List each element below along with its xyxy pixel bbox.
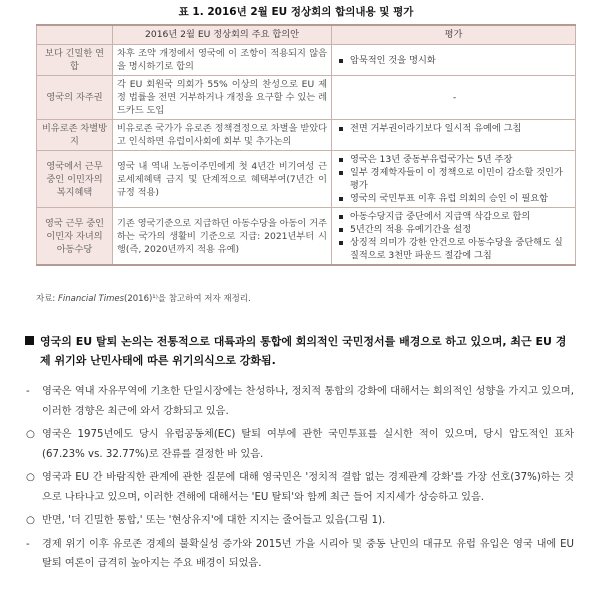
row-category: 비유로존 차별방지 <box>37 120 113 151</box>
table-row <box>37 76 576 120</box>
row-category: 영국의 자주권 <box>37 76 113 120</box>
row-content: 각 EU 회원국 의회가 55% 이상의 찬성으로 EU 제정 법률을 전면 거부하거나 개정을 요구할 수 있는 레드카드 도입 <box>113 76 332 120</box>
item-marker: ○ <box>26 429 35 440</box>
evaluation-bullet: 5년간의 적용 유예기간을 설정 <box>338 223 571 236</box>
square-bullet-icon <box>25 336 34 345</box>
row-evaluation <box>332 120 576 151</box>
item-text: 영국은 1975년에도 당시 유럽공동체(EC) 탈퇴 여부에 관한 국민투표를 실시한 적이 있으며, 당시 압도적인 표차(67.23% vs. 32.77%)로 잔류를 결정한 바 있음. <box>42 429 574 460</box>
header-agreement: 2016년 2월 EU 정상회의 주요 합의안 <box>113 25 332 45</box>
row-content: 비유로존 국가가 유로존 정책결정으로 차별을 받았다고 인식하면 유럽이사회에 회부 및 추가논의 <box>113 120 332 151</box>
row-evaluation <box>332 151 576 208</box>
source-publication: Financial Times <box>58 294 125 304</box>
header-evaluation: 평가 <box>332 25 576 45</box>
lead-paragraph <box>22 332 574 370</box>
list-item <box>22 468 574 507</box>
evaluation-bullet: 아동수당지급 중단에서 지급액 삭감으로 합의 <box>338 210 571 223</box>
row-content: 영국 내 역내 노동이주민에게 첫 4년간 비기여성 근로세제혜택 금지 및 단계적으로 혜택부여(7년간 이 규정 적용) <box>113 151 332 208</box>
table-row <box>37 120 576 151</box>
table-source-note <box>36 292 251 304</box>
list-item <box>22 535 574 574</box>
item-marker: - <box>26 386 30 397</box>
agreement-table <box>36 24 576 266</box>
item-marker: ○ <box>26 515 35 526</box>
row-content: 기존 영국기준으로 지급하던 아동수당을 아동이 거주하는 국가의 생활비 기준으로 지급: 2021년부터 시행(즉, 2020년까지 적용 유예) <box>113 208 332 266</box>
source-prefix: 자료: <box>36 294 58 304</box>
table-row <box>37 208 576 266</box>
header-empty-cell <box>37 25 113 45</box>
body-text <box>22 332 574 578</box>
item-text: 영국은 역내 자유무역에 기초한 단일시장에는 찬성하나, 정치적 통합의 강화에 대해서는 회의적인 성향을 가지고 있으며, 이러한 경향은 최근에 와서 강화되고 있음. <box>42 386 574 417</box>
row-evaluation: - <box>332 76 576 120</box>
table-row <box>37 45 576 76</box>
item-marker: - <box>26 538 30 550</box>
row-evaluation <box>332 45 576 76</box>
row-category: 보다 긴밀한 연합 <box>37 45 113 76</box>
item-text: 경제 위기 이후 유로존 경제의 불확실성 증가와 2015년 가을 시리아 및 중동 난민의 대규모 유럽 유입은 영국 내에 EU 탈퇴 여론이 급격히 높아지는 주요 배경이 되었음. <box>42 538 574 569</box>
table-header-row <box>37 25 576 45</box>
list-item <box>22 382 574 421</box>
row-evaluation <box>332 208 576 266</box>
row-category: 영국 근무 중인 이민자 자녀의 아동수당 <box>37 208 113 266</box>
source-suffix: (2016)¹⁾을 참고하여 저자 재정리. <box>124 294 251 304</box>
row-category: 영국에서 근무 중인 이민자의 복지혜택 <box>37 151 113 208</box>
evaluation-bullet: 영국은 13년 중동부유럽국가는 5년 주장 <box>338 153 571 166</box>
evaluation-bullet: 영국의 국민투표 이후 유럽 의회의 승인 이 필요함 <box>338 192 571 205</box>
evaluation-bullet: 암묵적인 것을 명시화 <box>338 54 571 67</box>
row-content: 차후 조약 개정에서 영국에 이 조항이 적용되지 않음을 명시하기로 합의 <box>113 45 332 76</box>
list-item <box>22 511 574 531</box>
lead-text: 영국의 EU 탈퇴 논의는 전통적으로 대륙과의 통합에 회의적인 국민정서를 배경으로 하고 있으며, 최근 EU 경제 위기와 난민사태에 따른 위기의식으로 강화됨. <box>40 335 567 367</box>
item-text: 반면, '더 긴밀한 통합,' 또는 '현상유지'에 대한 지지는 줄어들고 있음(그림 1). <box>42 515 386 526</box>
evaluation-bullet: 상징적 의미가 강한 안건으로 아동수당을 중단해도 실질적으로 3천만 파운드 절감에 그침 <box>338 236 571 262</box>
table-title: 표 1. 2016년 2월 EU 정상회의 합의내용 및 평가 <box>178 6 414 18</box>
list-item <box>22 425 574 464</box>
table-row <box>37 151 576 208</box>
item-text: 영국과 EU 간 바람직한 관계에 관한 질문에 대해 영국민은 '정치적 결합 없는 경제관계 강화'를 가장 선호(37%)하는 것으로 나타나고 있으며, 이러한 견해에 대해서는 'EU 탈퇴'와 함께 최근 들어 지지세가 상승하고 있음. <box>42 472 574 503</box>
evaluation-bullet: 일부 경제학자들이 이 정책으로 이민이 감소할 것인가 평가 <box>338 166 571 192</box>
evaluation-bullet: 전면 거부권이라기보다 일시적 유예에 그침 <box>338 122 571 135</box>
item-marker: ○ <box>26 472 35 483</box>
